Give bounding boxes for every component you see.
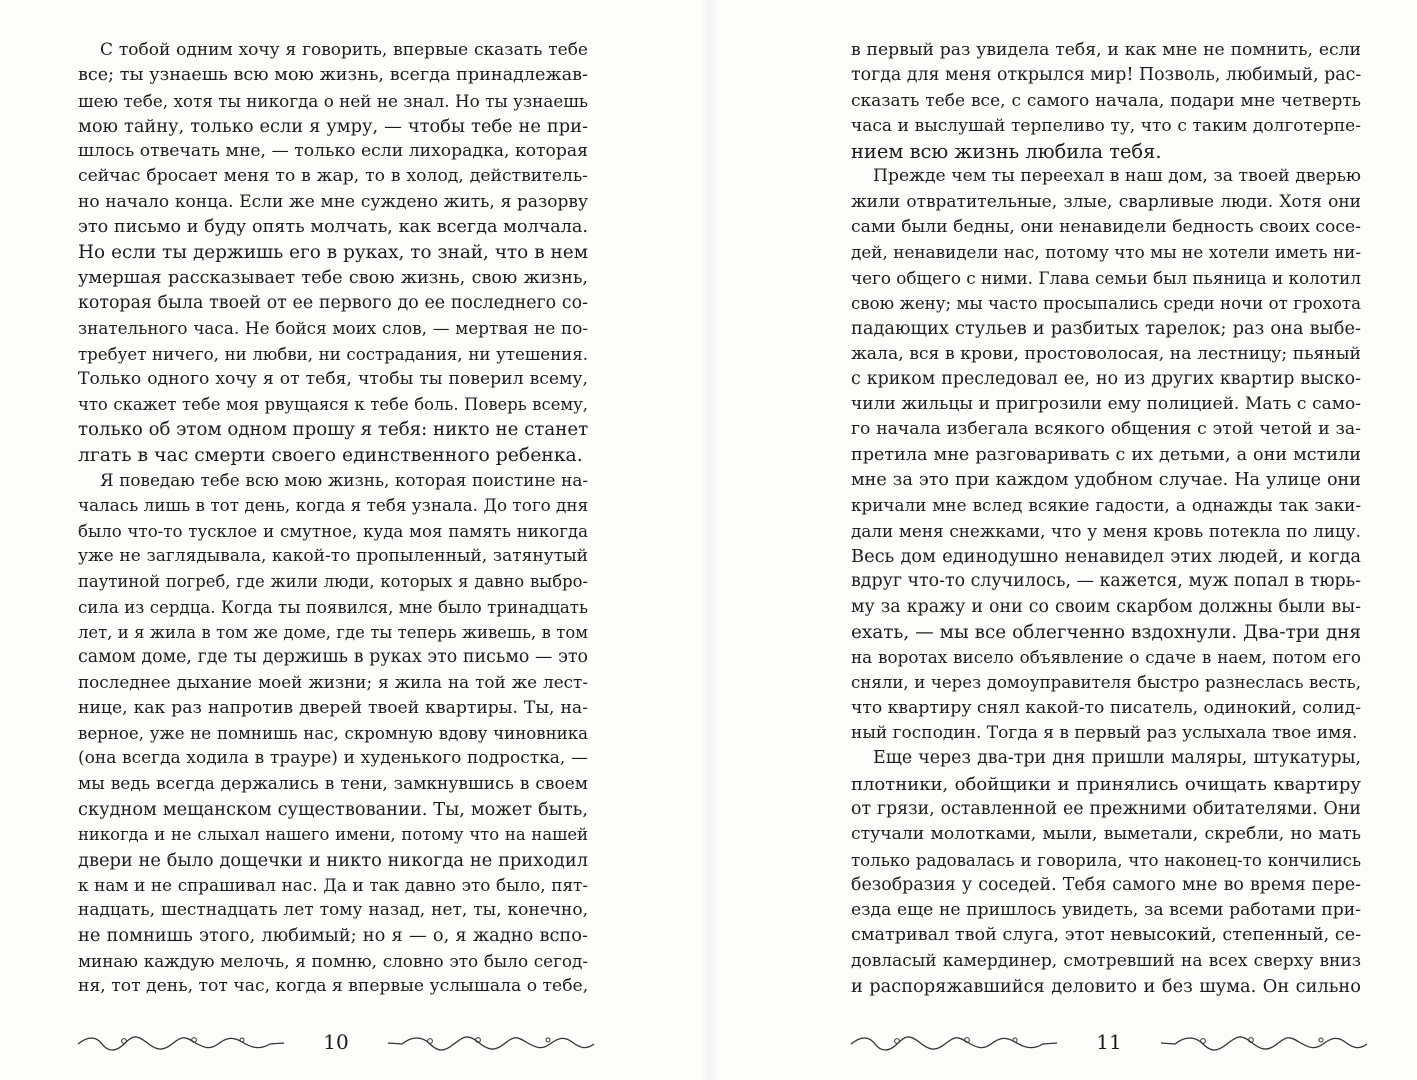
flourish-ornament-icon bbox=[849, 1032, 1059, 1054]
text-line: кричали мне вслед всякие гадости, а однажды так заки- bbox=[851, 495, 1361, 516]
text-line: лет, и я жила в том же доме, где ты теперь живешь, в том bbox=[78, 622, 588, 642]
text-line: никогда и не слыхал нашего имени, потому что на нашей bbox=[78, 825, 588, 845]
text-line: лгать в час смерти своего единственного ребенка. bbox=[78, 444, 583, 466]
text-line: нице, как раз напротив дверей твоей квартиры. Ты, на- bbox=[78, 697, 588, 718]
page-number: 11 bbox=[1096, 1030, 1122, 1054]
text-line: сила из сердца. Когда ты появился, мне было тринадцать bbox=[78, 597, 588, 617]
text-line: сказать тебе все, с самого начала, подари мне четверть bbox=[851, 90, 1361, 111]
text-line: паутиной погреб, где жили люди, которых я давно выбро- bbox=[78, 572, 588, 592]
text-line: Еще через два-три дня пришли маляры, штукатуры, bbox=[873, 748, 1361, 769]
text-line: нием всю жизнь любила тебя. bbox=[851, 140, 1162, 164]
text-line: езда еще не пришлось увидеть, за всеми работами при- bbox=[851, 900, 1361, 921]
text-line: довласый камердинер, смотревший на всех сверху вниз bbox=[851, 950, 1361, 971]
text-line: умершая рассказывает тебе свою жизнь, свою жизнь, bbox=[78, 267, 588, 288]
left-page-footer bbox=[76, 1028, 596, 1058]
text-line: от грязи, оставленной ее прежними обитателями. Они bbox=[851, 798, 1361, 819]
text-line: но начало конца. Если же мне суждено жить, я разорву bbox=[78, 191, 588, 212]
left-page-text bbox=[78, 38, 588, 999]
left-page bbox=[0, 0, 708, 1080]
text-line: сейчас бросает меня то в жар, то в холод, действитель- bbox=[78, 166, 588, 187]
text-line: Только одного хочу я от тебя, чтобы ты поверил всему, bbox=[78, 368, 588, 389]
text-line: и распоряжавшийся деловито и без шума. Он сильно bbox=[851, 975, 1361, 997]
text-line: скудном мещанском существовании. Ты, может быть, bbox=[78, 798, 588, 820]
text-line: надцать, шестнадцать лет тому назад, нет, ты, конечно, bbox=[78, 900, 588, 921]
text-line: жили отвратительные, злые, сварливые люди. Хотя они bbox=[851, 191, 1361, 212]
text-line: тогда для меня открылся мир! Позволь, любимый, рас- bbox=[851, 65, 1362, 86]
text-line: сняли, и через домоуправителя быстро разнеслась весть, bbox=[851, 673, 1361, 693]
text-line: было что-то тусклое и смутное, куда моя память никогда bbox=[78, 521, 588, 541]
text-line: ный господин. Тогда я в первый раз услыхала твое имя. bbox=[851, 723, 1358, 744]
text-line: шею тебе, хотя ты никогда о ней не знал. Но ты узнаешь bbox=[78, 90, 588, 111]
text-line: на воротах висело объявление о сдаче в наем, потом его bbox=[851, 647, 1361, 668]
text-line: безобразия у соседей. Тебя самого мне во время пере- bbox=[851, 874, 1361, 895]
text-line: чего общего с ними. Глава семьи был пьяница и колотил bbox=[851, 267, 1361, 288]
text-line: сматривал твой слуга, этот невысокий, степенный, се- bbox=[851, 925, 1362, 946]
text-line: минаю каждую мелочь, я помню, словно это было сегод- bbox=[78, 950, 588, 971]
text-line: мне за это при каждом удобном случае. На улице они bbox=[851, 470, 1361, 491]
text-line: чили жильцы и пригрозили ему полицией. Мать с само- bbox=[851, 394, 1361, 415]
flourish-ornament-icon bbox=[1159, 1032, 1369, 1054]
right-page-text bbox=[851, 38, 1361, 999]
text-line: претила мне разговаривать с их детьми, а они мстили bbox=[851, 444, 1361, 465]
text-line: дей, ненавидели нас, потому что мы не хотели иметь ни- bbox=[851, 242, 1361, 263]
text-line: го начала избегала всякого общения с этой четой и за- bbox=[851, 419, 1361, 440]
text-line: самом доме, где ты держишь в руках это письмо — это bbox=[78, 647, 588, 668]
text-line: только об этом одном прошу я тебя: никто не станет bbox=[78, 419, 589, 441]
text-line: уже не заглядывала, какой-то пропыленный, затянутый bbox=[78, 545, 588, 566]
text-line: вдруг что-то случилось, — кажется, муж попал в тюрь- bbox=[851, 571, 1361, 592]
text-line: которая была твоей от ее первого до ее последнего со- bbox=[78, 292, 588, 313]
flourish-ornament-icon bbox=[76, 1032, 286, 1054]
text-line: мою тайну, только если я умру, — чтобы тебе не при- bbox=[78, 115, 588, 137]
text-line: (она всегда ходила в трауре) и худенького подростка, — bbox=[78, 748, 588, 769]
text-line: Прежде чем ты переехал в наш дом, за твоей дверью bbox=[873, 166, 1361, 187]
text-line: С тобой одним хочу я говорить, впервые сказать тебе bbox=[100, 40, 588, 60]
page-number: 10 bbox=[323, 1030, 349, 1054]
text-line: Я поведаю тебе всю мою жизнь, которая поистине на- bbox=[100, 470, 588, 491]
text-line: это письмо и буду опять молчать, как всегда молчала. bbox=[78, 217, 588, 238]
right-page-footer bbox=[849, 1028, 1369, 1058]
text-line: все; ты узнаешь всю мою жизнь, всегда принадлежав- bbox=[78, 65, 588, 86]
text-line: мы ведь всегда держались в тени, замкнувшись в своем bbox=[78, 773, 588, 794]
text-line: стучали молотками, мыли, выметали, скребли, но мать bbox=[851, 824, 1361, 845]
text-line: к нам и не спрашивал нас. Да и так давно это было, пят- bbox=[78, 874, 588, 895]
text-line: Но если ты держишь его в руках, то знай, что в нем bbox=[78, 242, 588, 264]
text-line: дали меня снежками, что у меня кровь потекла по лицу. bbox=[851, 520, 1361, 541]
text-line: двери не было дощечки и никто никогда не приходил bbox=[78, 849, 588, 871]
text-line: что скажет тебе моя рвущаяся к тебе боль. Поверь всему, bbox=[78, 395, 588, 415]
right-page bbox=[709, 0, 1417, 1080]
text-line: только радовалась и говорила, что наконец-то кончились bbox=[851, 850, 1361, 870]
text-line: Весь дом единодушно ненавидел этих людей, и когда bbox=[851, 545, 1361, 567]
text-line: в первый раз увидела тебя, и как мне не помнить, если bbox=[851, 40, 1361, 60]
text-line: сами были бедны, они ненавидели бедность своих сосе- bbox=[851, 217, 1361, 238]
text-line: шлось отвечать мне, — только если лихорадка, которая bbox=[78, 141, 588, 162]
text-line: знательного часа. Не бойся моих слов, — мертвая не по- bbox=[78, 318, 588, 339]
text-line: ехать, — мы все облегченно вздохнули. Два-три дня bbox=[851, 621, 1361, 643]
text-line: требует ничего, ни любви, ни сострадания, ни утешения. bbox=[78, 344, 588, 364]
text-line: с криком преследовал ее, но из других квартир выско- bbox=[851, 368, 1361, 389]
text-line: чалась лишь в тот день, когда я тебя узнала. До того дня bbox=[78, 495, 589, 516]
flourish-ornament-icon bbox=[386, 1032, 596, 1054]
text-line: свою жену; мы часто просыпались среди ночи от грохота bbox=[851, 293, 1361, 313]
text-line: му за кражу и они со своим скарбом должны были вы- bbox=[851, 596, 1361, 617]
text-line: плотники, обойщики и принялись очищать квартиру bbox=[851, 773, 1361, 795]
text-line: не помнишь этого, любимый; но я — о, я жадно вспо- bbox=[78, 925, 588, 947]
text-line: последнее дыхание моей жизни; я жила на той же лест- bbox=[78, 672, 588, 693]
text-line: падающих стульев и разбитых тарелок; раз она выбе- bbox=[851, 318, 1361, 340]
text-line: жала, вся в крови, простоволосая, на лестницу; пьяный bbox=[851, 343, 1361, 364]
text-line: ня, тот день, тот час, когда я впервые услышала о тебе, bbox=[78, 975, 589, 996]
text-line: часа и выслушай терпеливо ту, что с таким долготерпе- bbox=[851, 115, 1361, 136]
text-line: верное, уже не помнишь нас, скромную вдову чиновника bbox=[78, 724, 588, 744]
text-line: что квартиру снял какой-то писатель, одинокий, солид- bbox=[851, 697, 1362, 718]
